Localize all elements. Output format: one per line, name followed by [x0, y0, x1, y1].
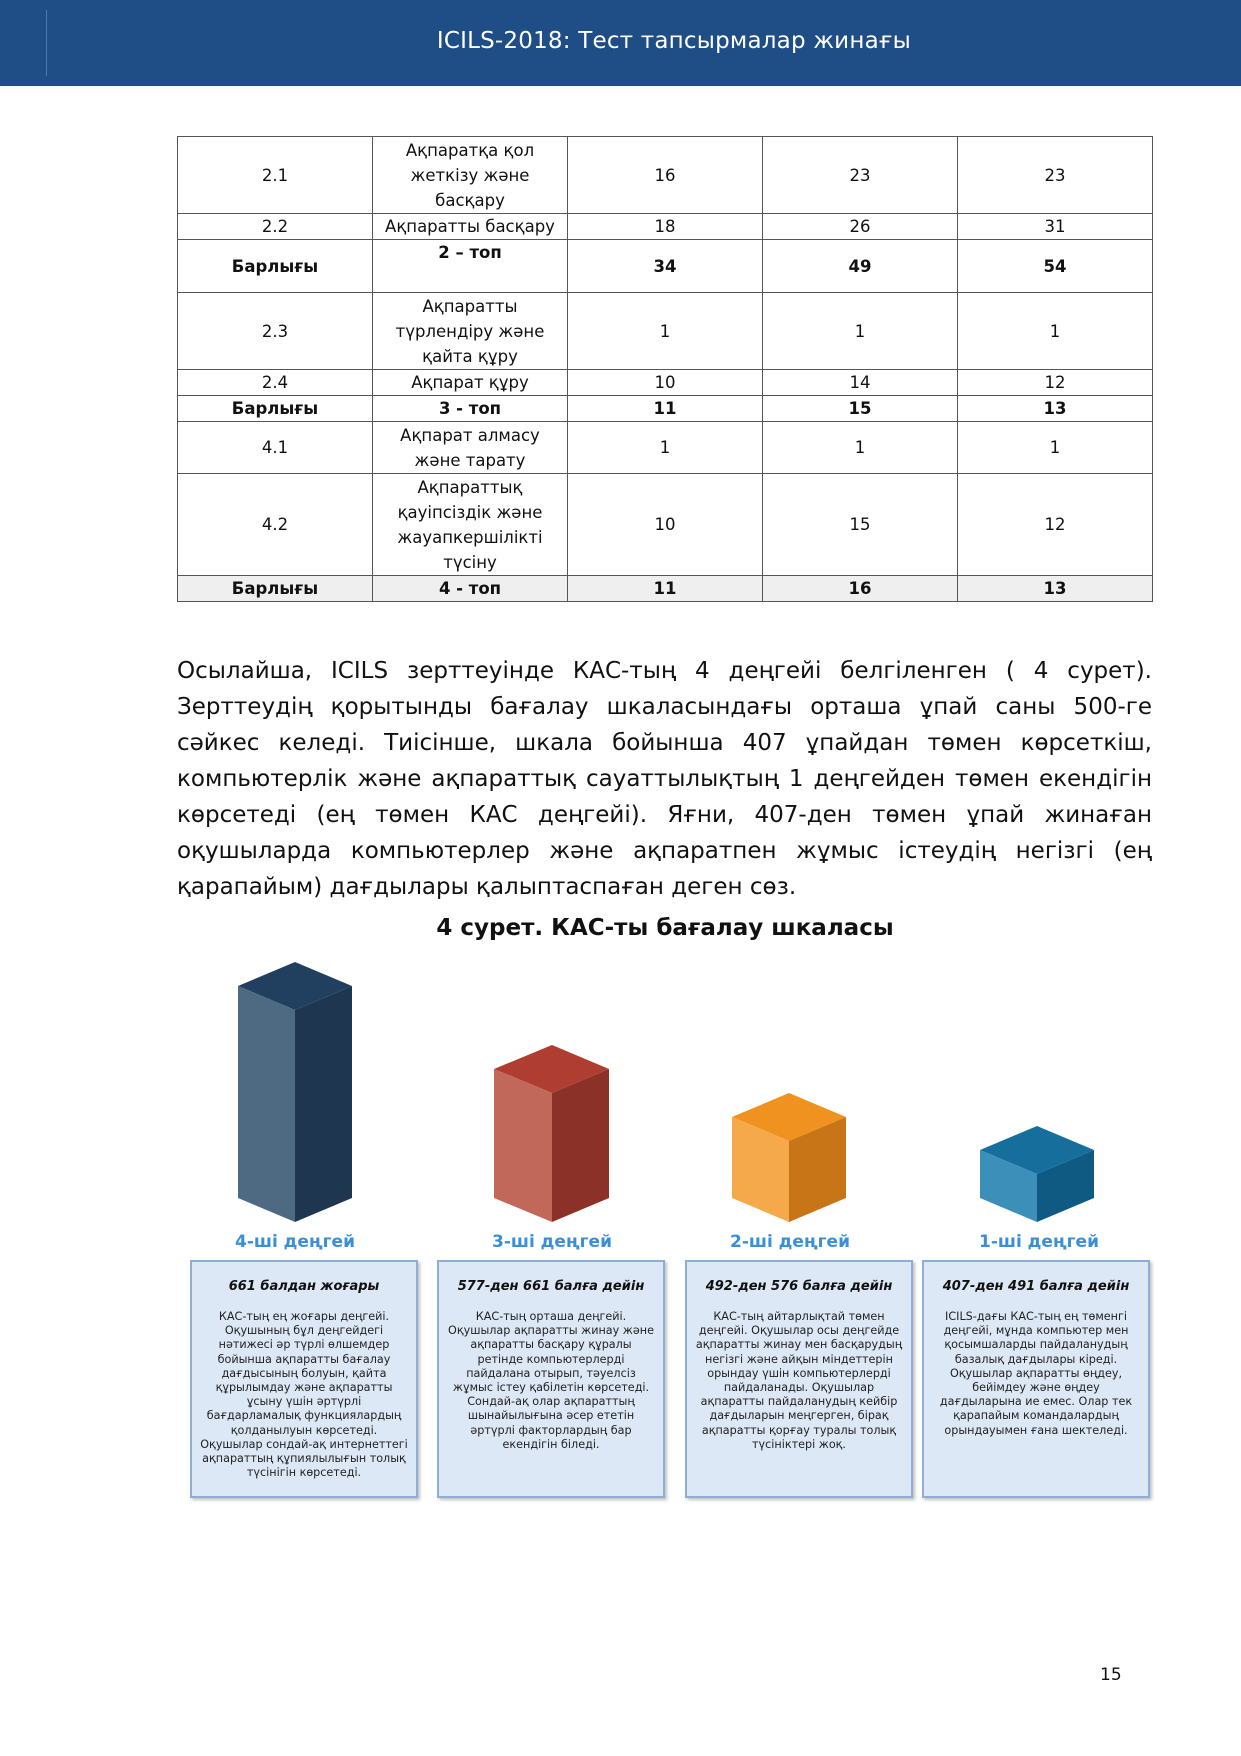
table-cell: 49	[763, 240, 958, 293]
table-cell: Ақпараттық қауіпсіздік және жауапкершілікті түсіну	[373, 474, 568, 576]
level-3-label: 3-ші деңгей	[492, 1232, 612, 1252]
figure-title: 4 сурет. КАС-ты бағалау шкаласы	[436, 915, 894, 941]
table-cell: 26	[763, 214, 958, 240]
body-paragraph: Осылайша, ICILS зерттеуінде КАС-тың 4 деңгейі белгіленген ( 4 сурет). Зерттеудің қорытынды бағалау шкаласындағы орташа ұпай саны 500-ге сәйкес келеді. Тиісінше, шкала бойынша 407 ұпайдан төмен көрсеткіш, компьютерлік және ақпараттық сауаттылықтың 1 деңгейден төмен екендігін көрсетеді (ең төмен КАС деңгейі). Яғни, 407-ден төмен ұпай жинаған оқушыларда компьютерлер және ақпаратпен жұмыс істеудің негізгі (ең қарапайым) дағдылары қалыптаспаған деген сөз.	[177, 658, 1152, 900]
table-cell: 13	[958, 576, 1153, 602]
level-2-label: 2-ші деңгей	[730, 1232, 850, 1252]
level-1-block	[980, 1126, 1094, 1222]
level-3-card	[437, 1260, 665, 1498]
table-cell: Ақпаратты түрлендіру және қайта құру	[373, 293, 568, 370]
level-1-label: 1-ші деңгей	[979, 1232, 1099, 1252]
level-4-label: 4-ші деңгей	[235, 1232, 355, 1252]
table-cell: Ақпарат алмасу және тарату	[373, 422, 568, 474]
table-cell: Барлығы	[178, 576, 373, 602]
table-cell: 18	[568, 214, 763, 240]
table-cell: 23	[958, 137, 1153, 214]
level-2-block	[732, 1093, 846, 1222]
table-cell: 3 - топ	[373, 396, 568, 422]
table-cell: 2 – топ	[373, 240, 568, 293]
table-cell: 16	[568, 137, 763, 214]
level-1-range: 407-ден 491 балға дейін	[942, 1279, 1130, 1294]
table-cell: Барлығы	[178, 240, 373, 293]
table-cell: 4.2	[178, 474, 373, 576]
table-cell: 11	[568, 396, 763, 422]
table-cell: 54	[958, 240, 1153, 293]
page-number: 15	[1100, 1665, 1122, 1685]
level-4-description: КАС-тың ең жоғары деңгейі. Оқушының бұл деңгейдегі нәтижесі әр түрлі өлшемдер бойынша ақпаратты бағалау дағдысының болуын, қайта құрылымдау және ақпаратты ұсыну үшін әртүрлі бағдарламалық функциялардың қолданылуын көрсетеді. Оқушылар сондай-ақ интернеттегі ақпараттың құпиялылығын толық түсінігін көрсетеді.	[200, 1310, 408, 1480]
level-3-range: 577-ден 661 балға дейін	[457, 1279, 645, 1294]
table-cell: 2.2	[178, 214, 373, 240]
table-cell: 1	[958, 293, 1153, 370]
table-cell: 12	[958, 370, 1153, 396]
level-4-range: 661 балдан жоғары	[228, 1279, 380, 1294]
level-4-card	[190, 1260, 418, 1498]
table-cell: 1	[568, 293, 763, 370]
level-3-description: КАС-тың орташа деңгейі. Оқушылар ақпаратты жинау және ақпаратты басқару құралы ретінде компьютерлерді пайдалана отырып, тәуелсіз жұмыс істеу қабілетін көрсетеді. Сондай-ақ олар ақпараттың шынайылығына әсер ететін әртүрлі факторлардың бар екендігін біледі.	[448, 1310, 654, 1451]
table-cell: 11	[568, 576, 763, 602]
table-cell: Барлығы	[178, 396, 373, 422]
table-cell: 2.4	[178, 370, 373, 396]
table-cell: 4 - топ	[373, 576, 568, 602]
level-4-block-front	[238, 986, 295, 1222]
table-cell: 31	[958, 214, 1153, 240]
header-title: ICILS-2018: Тест тапсырмалар жинағы	[436, 28, 911, 54]
table-cell: 1	[763, 422, 958, 474]
level-3-block	[494, 1045, 609, 1222]
table-cell: 4.1	[178, 422, 373, 474]
level-1-description: ICILS-дағы КАС-тың ең төменгі деңгейі, мұнда компьютер мен қосымшаларды пайдаланудың базалық дағдылары кіреді. Оқушылар ақпаратты өңдеу, бейімдеу және өңдеу дағдыларына ие емес. Олар тек қарапайым командалардың орындауымен ғана шектеледі.	[939, 1310, 1133, 1437]
table-cell: 14	[763, 370, 958, 396]
table-cell: 10	[568, 370, 763, 396]
table-cell: 1	[568, 422, 763, 474]
table-cell: Ақпаратқа қол жеткізу және басқару	[373, 137, 568, 214]
level-3-block-side	[552, 1069, 609, 1222]
table-cell: 23	[763, 137, 958, 214]
table-cell: 13	[958, 396, 1153, 422]
level-4-block	[238, 962, 352, 1222]
table-cell: 16	[763, 576, 958, 602]
table-cell: Ақпарат құру	[373, 370, 568, 396]
level-3-block-front	[494, 1069, 552, 1222]
level-1-card	[922, 1260, 1150, 1498]
table-cell: 10	[568, 474, 763, 576]
table-cell: Ақпаратты басқару	[373, 214, 568, 240]
level-2-card	[685, 1260, 913, 1498]
level-2-description: КАС-тың айтарлықтай төмен деңгейі. Оқушылар осы деңгейде ақпаратты жинау мен басқарудың негізгі және айқын міндеттерін орындау үшін компьютерлерді пайдаланады. Оқушылар ақпаратты пайдаланудың кейбір дағдыларын меңгерген, бірақ ақпаратты қорғау туралы толық түсініктері жоқ.	[695, 1310, 903, 1451]
table-cell: 15	[763, 396, 958, 422]
table-cell: 1	[958, 422, 1153, 474]
table-cell: 2.1	[178, 137, 373, 214]
level-4-block-side	[295, 986, 352, 1222]
table-cell: 34	[568, 240, 763, 293]
table-cell: 2.3	[178, 293, 373, 370]
table-cell: 1	[763, 293, 958, 370]
table-cell: 15	[763, 474, 958, 576]
level-2-range: 492-ден 576 балға дейін	[705, 1279, 893, 1294]
table-cell: 12	[958, 474, 1153, 576]
